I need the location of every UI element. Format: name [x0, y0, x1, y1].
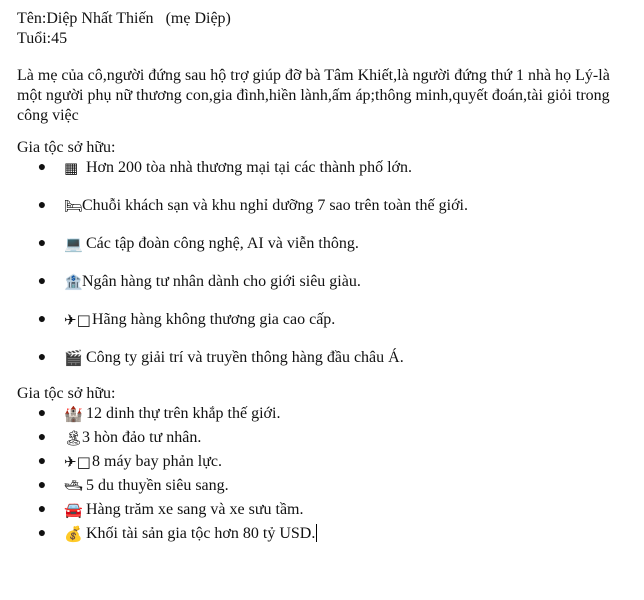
list-item-text: Chuỗi khách sạn và khu nghỉ dưỡng 7 sao trên toàn thế giới.: [82, 197, 468, 214]
airplane-icon: ✈□: [64, 453, 91, 471]
list-item: [17, 158, 637, 178]
car-icon: 🚘: [64, 501, 83, 519]
bullet-icon: ●: [37, 160, 47, 175]
list-item-text: 3 hòn đảo tư nhân.: [82, 429, 202, 446]
list-item: [17, 234, 637, 254]
list-item-text: Các tập đoàn công nghệ, AI và viễn thông.: [86, 235, 359, 252]
list-item-text: Hãng hàng không thương gia cao cấp.: [92, 311, 336, 328]
bullet-icon: ●: [37, 236, 47, 251]
list-item: [17, 428, 637, 448]
list-item-text: 5 du thuyền siêu sang.: [86, 477, 229, 494]
list-item-text: Khối tài sản gia tộc hơn 80 tỷ USD.: [86, 525, 316, 542]
bank-icon: 🏦: [64, 273, 83, 291]
list-item-text: 12 dinh thự trên khắp thế giới.: [86, 405, 281, 422]
list-item: [17, 310, 637, 330]
bullet-icon: ●: [37, 454, 47, 469]
name-line: [17, 9, 637, 29]
list-item-text: Công ty giải trí và truyền thông hàng đầu châu Á.: [86, 349, 404, 366]
section-b-title: Gia tộc sở hữu:: [17, 385, 116, 402]
list-item: [17, 348, 637, 368]
list-item: [17, 476, 637, 496]
intro-paragraph: Là mẹ của cô,người đứng sau hộ trợ giúp đỡ bà Tâm Khiết,là người đứng thứ 1 nhà họ Lý-là một người phụ nữ thương con,gia đình,hiền lành,ấm áp;thông minh,quyết đoán,tài giỏi trong công việc: [17, 67, 610, 124]
list-item: [17, 404, 637, 424]
bullet-icon: ●: [37, 198, 47, 213]
building-icon: ▦: [64, 159, 79, 177]
bullet-icon: ●: [37, 478, 47, 493]
section-a-list: [17, 158, 637, 368]
island-icon: 🏝: [64, 429, 84, 447]
name-text: Tên:Diệp Nhất Thiến: [17, 10, 154, 27]
money-bag-icon: 💰: [64, 525, 83, 543]
list-item: [17, 500, 637, 520]
list-item: [17, 524, 637, 544]
bullet-icon: ●: [37, 406, 47, 421]
bullet-icon: ●: [37, 274, 47, 289]
name-note: (mẹ Diệp): [165, 10, 231, 27]
clapperboard-icon: 🎬: [64, 349, 83, 367]
list-item: [17, 196, 637, 216]
list-item-text: Ngân hàng tư nhân dành cho giới siêu giàu.: [82, 273, 361, 290]
text-cursor: [316, 524, 317, 542]
list-item-text: Hơn 200 tòa nhà thương mại tại các thành phố lớn.: [86, 159, 412, 176]
airplane-icon: ✈□: [64, 311, 91, 329]
age-line: Tuổi:45: [17, 30, 68, 47]
bullet-icon: ●: [37, 312, 47, 327]
bullet-icon: ●: [37, 430, 47, 445]
list-item-text: Hàng trăm xe sang và xe sưu tầm.: [86, 501, 304, 518]
yacht-icon: 🛥: [64, 477, 84, 495]
bullet-icon: ●: [37, 502, 47, 517]
section-b-list: [17, 404, 637, 544]
bed-icon: 🛏: [64, 197, 84, 215]
list-item: [17, 452, 637, 472]
list-item: [17, 272, 637, 292]
castle-icon: 🏰: [64, 405, 83, 423]
laptop-icon: 💻: [64, 235, 83, 253]
bullet-icon: ●: [37, 526, 47, 541]
list-item-text: 8 máy bay phản lực.: [92, 453, 222, 470]
section-a-title: Gia tộc sở hữu:: [17, 139, 116, 156]
document-page[interactable]: [17, 9, 637, 548]
bullet-icon: ●: [37, 350, 47, 365]
